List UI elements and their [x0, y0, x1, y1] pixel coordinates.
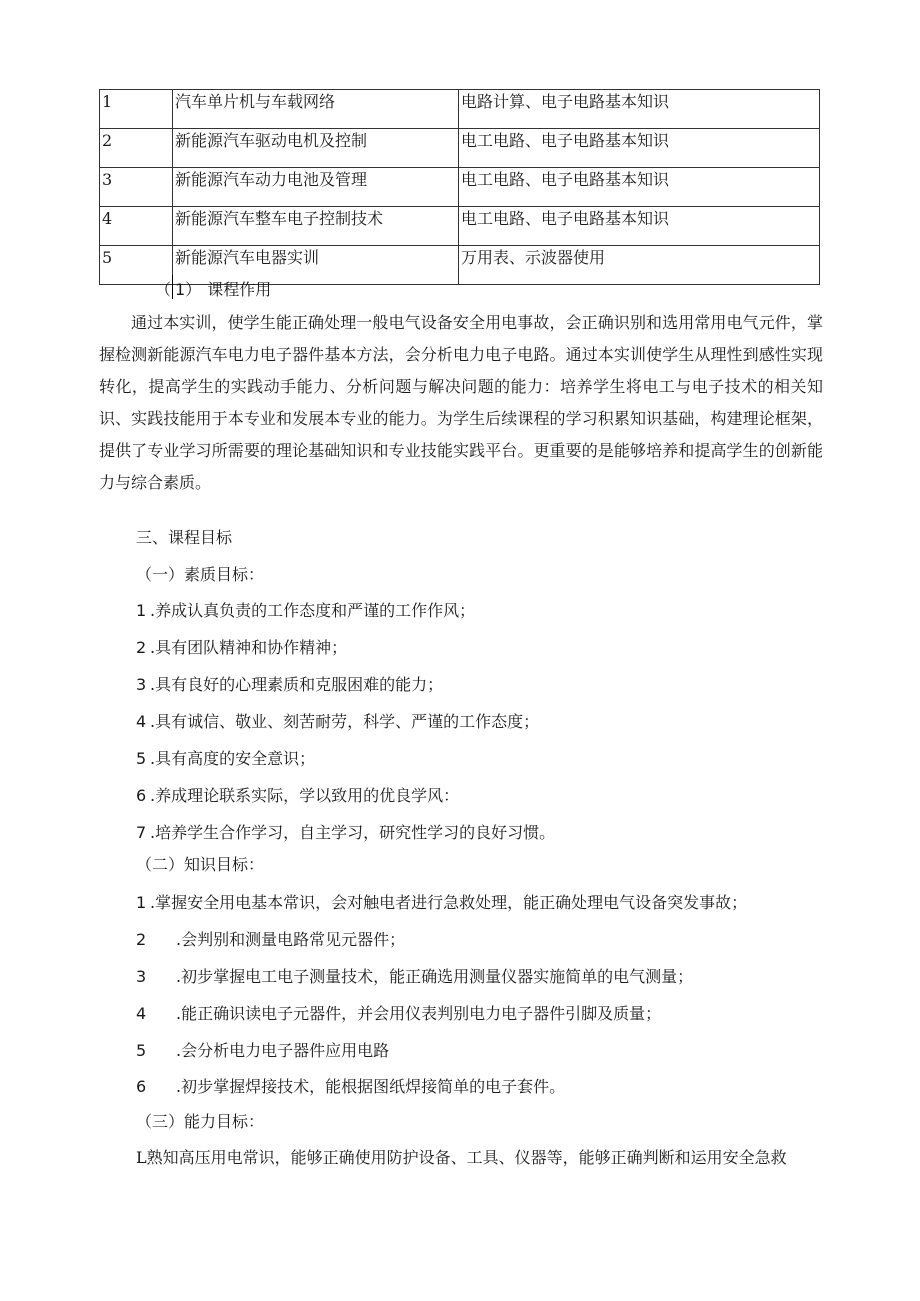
quality-goal-item	[136, 822, 555, 844]
list-item-number: 6	[136, 786, 147, 805]
cell-number: 1	[100, 90, 173, 129]
list-item-number: 1	[136, 601, 147, 620]
knowledge-goal-item	[136, 966, 693, 988]
quality-goal-item	[136, 711, 539, 733]
cell-support: 电工电路、电子电路基本知识	[459, 129, 820, 168]
list-item-text: .能正确识读电子元器件，并会用仪表判别电力电子器件引脚及质量；	[176, 1004, 662, 1023]
text-cursor	[172, 275, 173, 299]
list-item-text: .初步掌握电工电子测量技术，能正确选用测量仪器实施简单的电气测量；	[176, 967, 694, 986]
list-item-text: .养成理论联系实际，学以致用的优良学风：	[150, 786, 460, 805]
list-item-text: .具有诚信、敬业、刻苦耐劳，科学、严谨的工作态度；	[150, 712, 540, 731]
list-item-text: .会判别和测量电路常见元器件；	[176, 930, 406, 949]
cell-number: 2	[100, 129, 173, 168]
ability-goals-heading: （三）能力目标：	[136, 1112, 265, 1131]
cell-course: 新能源汽车动力电池及管理	[173, 168, 459, 207]
course-relation-table	[99, 89, 820, 285]
list-item-text: .养成认真负责的工作态度和严谨的工作作风；	[150, 601, 476, 620]
list-item-number: 6	[136, 1077, 147, 1096]
list-item-number: 5	[136, 749, 147, 768]
cell-course: 汽车单片机与车载网络	[173, 90, 459, 129]
quality-goal-item	[136, 637, 347, 659]
cell-support: 电路计算、电子电路基本知识	[459, 90, 820, 129]
quality-goal-item	[136, 748, 315, 770]
section-title: 三、课程目标	[136, 528, 233, 547]
list-item-number: 1	[136, 893, 147, 912]
list-item-text: .具有高度的安全意识；	[150, 749, 316, 768]
table-body	[100, 90, 820, 285]
role-heading-text: 课程作用	[207, 280, 272, 299]
list-item-number: 7	[136, 823, 147, 842]
cell-course: 新能源汽车整车电子控制技术	[173, 207, 459, 246]
list-item-number: 3	[136, 967, 147, 986]
list-item-text: .掌握安全用电基本常识，会对触电者进行急救处理，能正确处理电气设备突发事故；	[150, 893, 748, 912]
cell-course: 新能源汽车驱动电机及控制	[173, 129, 459, 168]
knowledge-goal-item	[136, 1003, 661, 1025]
cell-course: 新能源汽车电器实训	[173, 246, 459, 285]
cell-support: 电工电路、电子电路基本知识	[459, 207, 820, 246]
cell-number: 4	[100, 207, 173, 246]
cell-number: 5	[100, 246, 173, 285]
list-item-number: 2	[136, 930, 147, 949]
list-item-number: 4	[136, 1004, 147, 1023]
quality-goal-item	[136, 785, 459, 807]
cell-support: 电工电路、电子电路基本知识	[459, 168, 820, 207]
table-row	[100, 129, 820, 168]
table-row	[100, 207, 820, 246]
quality-goals-heading: （一）素质目标：	[136, 565, 265, 584]
role-heading-number: 1）	[175, 280, 202, 299]
list-item-text: .培养学生合作学习，自主学习，研究性学习的良好习惯。	[150, 823, 556, 842]
knowledge-goal-item	[136, 1076, 565, 1098]
list-item-text: .具有良好的心理素质和克服困难的能力；	[150, 675, 444, 694]
list-item-text: .具有团队精神和协作精神；	[150, 638, 348, 657]
list-item-number: 3	[136, 675, 147, 694]
list-item-text: .初步掌握焊接技术，能根据图纸焊接简单的电子套件。	[176, 1077, 566, 1096]
table-row	[100, 168, 820, 207]
role-heading-prefix: （	[155, 280, 172, 299]
list-item-number: 4	[136, 712, 147, 731]
quality-goal-item	[136, 674, 443, 696]
cell-support: 万用表、示波器使用	[459, 246, 820, 285]
role-paragraph: 通过本实训，使学生能正确处理一般电气设备安全用电事故，会正确识别和选用常用电气元件，掌握检测新能源汽车电力电子器件基本方法，会分析电力电子电路。通过本实训使学生从理性到感性实现转化，提高学生的实践动手能力、分析问题与解决问题的能力：培养学生将电工与电子技术的相关知识、实践技能用于本专业和发展本专业的能力。为学生后续课程的学习积累知识基础，构建理论框架，提供了专业学习所需要的理论基础知识和专业技能实践平台。更重要的是能够培养和提高学生的创新能力与综合素质。	[99, 313, 823, 492]
quality-goal-item	[136, 600, 475, 622]
list-item-number: 5	[136, 1041, 147, 1060]
table-row	[100, 90, 820, 129]
knowledge-goal-item	[136, 929, 405, 951]
knowledge-goal-item	[136, 892, 747, 914]
list-item-text: .会分析电力电子器件应用电路	[176, 1041, 390, 1060]
list-item-number: 2	[136, 638, 147, 657]
knowledge-goals-heading: （二）知识目标：	[136, 855, 265, 874]
cell-number: 3	[100, 168, 173, 207]
ability-goal-line: L熟知高压用电常识，能够正确使用防护设备、工具、仪器等，能够正确判断和运用安全急救	[136, 1148, 787, 1167]
knowledge-goal-item	[136, 1040, 389, 1062]
